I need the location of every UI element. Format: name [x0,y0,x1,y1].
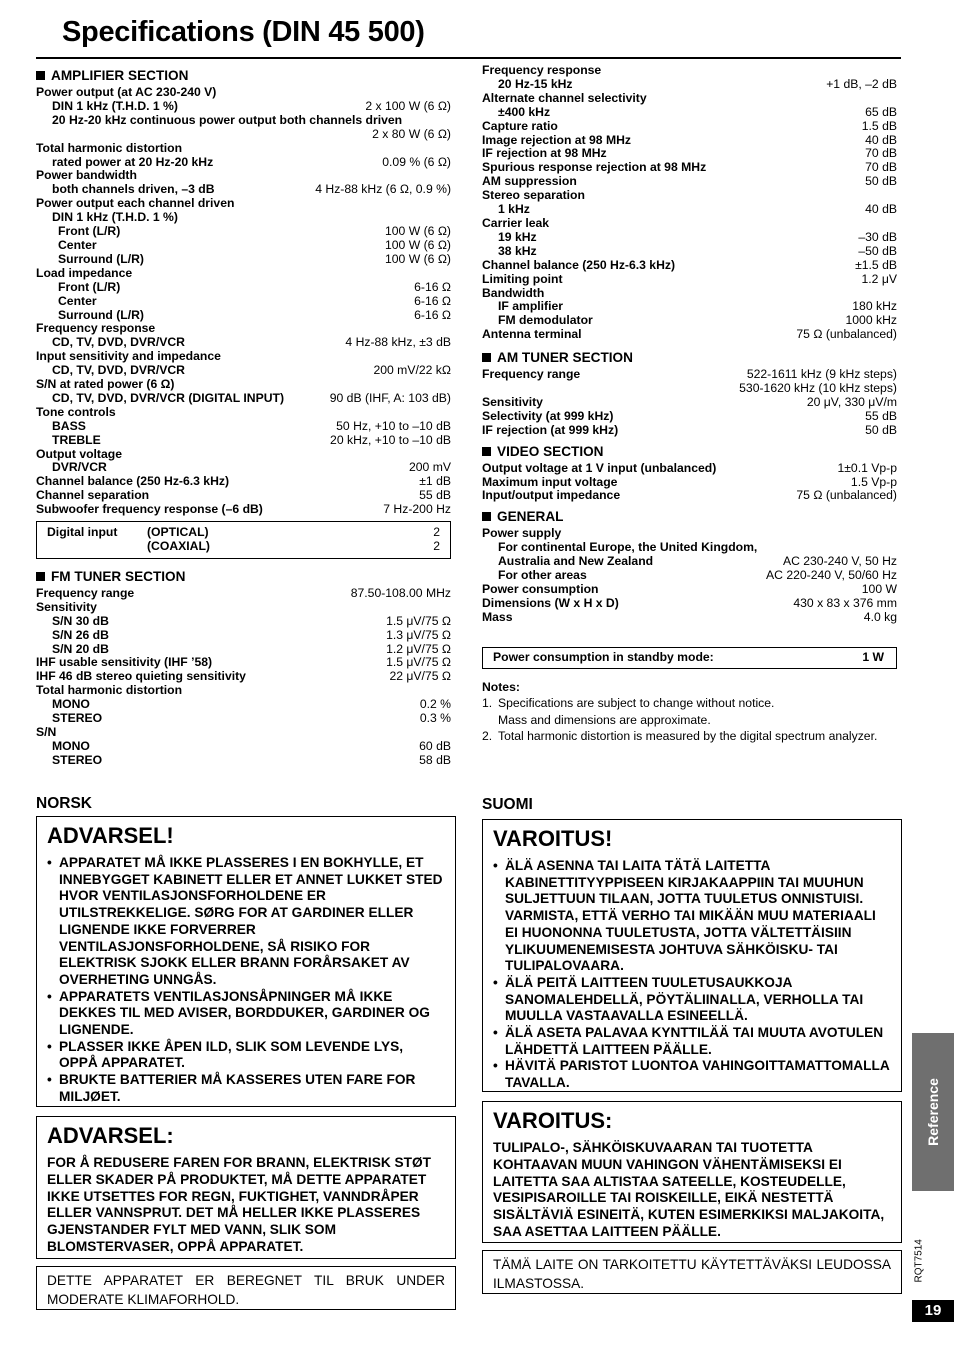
spec-label: IF rejection at 98 MHz [482,146,607,161]
spec-label: Capture ratio [482,118,558,133]
spec-label: 20 Hz-20 kHz continuous power output both channels driven [52,112,403,127]
spec-value: 1±0.1 Vp-p [837,460,897,475]
spec-label: FM demodulator [498,313,593,328]
spec-label: Antenna terminal [482,327,582,342]
spec-label: Output voltage at 1 V input (unbalanced) [482,460,717,475]
square-bullet-icon [36,572,45,581]
spec-label: Input/output impedance [482,488,621,503]
square-bullet-icon [482,353,491,362]
warning-title: ADVARSEL! [47,823,174,848]
spec-label: CD, TV, DVD, DVR/VCR [52,363,185,378]
spec-row [36,754,451,768]
spec-value: 1000 kHz [845,313,897,328]
warning-item: • BRUKTE BATTERIER MÅ KASSERES UTEN FARE FOR MILJØET. [47,1072,445,1105]
spec-row [36,114,451,128]
spec-value: 6-16 Ω [414,293,451,308]
spec-value: 58 dB [419,752,451,767]
page-title: Specifications (DIN 45 500) [62,16,425,48]
spec-row [482,78,897,92]
spec-label: Channel balance (250 Hz-6.3 kHz) [482,257,676,272]
warning-item: • APPARATET MÅ IKKE PLASSERES I EN BOKHYLLE, ET INNEBYGGET KABINETT ELLER ET ANNET LUKKET STED HVOR VENTILASJONSFORHOLDENE ER UTILSTREKKELIGE. SØRG FOR AT GARDINER ELLER LIGNENDE IKKE FORVERRER VENTILASJONSFORHOLDENE, SÅ RISIKO FOR ELEKTRISK SJOKK ELLER BRANN FORÅRSAKET AV OVERHETING UNNGÅS. [47,855,445,989]
warning-item: • APPARATETS VENTILASJONSÅPNINGER MÅ IKKE DEKKES TIL MED AVISER, BORDDUKER, GARDINER OG LIGNENDE. [47,989,445,1039]
warning-item: • ÄLÄ PEITÄ LAITTEEN TUULETUSAUKKOJA SANOMALEHDELLÄ, PÖYTÄLIINALLA, VERHOLLA TAI MUULLA VASTAAVALLA ESINEELLÄ. [493,975,891,1025]
spec-row [482,273,897,287]
spec-row [36,86,451,100]
warning-title: VAROITUS! [493,826,613,851]
warning-title: VAROITUS: [493,1108,613,1133]
spec-row [36,461,451,475]
spec-row [36,156,451,170]
spec-row [36,211,451,225]
note-item-continued: Mass and dimensions are approximate. [498,712,711,727]
spec-value: 50 Hz, +10 to –10 dB [336,418,451,433]
digital-input-type: (OPTICAL) [147,525,209,540]
document-code: RQT7514 [913,1239,925,1283]
spec-row [36,100,451,114]
spec-row [482,231,897,245]
spec-label: Channel balance (250 Hz-6.3 kHz) [36,474,230,489]
spec-label: Total harmonic distortion [36,140,183,155]
spec-row [36,225,451,239]
spec-value: 75 Ω (unbalanced) [796,327,897,342]
spec-label: Australia and New Zealand [498,554,654,569]
spec-label: Center [58,237,97,252]
spec-row [482,259,897,273]
spec-row [36,656,451,670]
spec-value: 100 W (6 Ω) [384,237,451,252]
spec-value: AC 230-240 V, 50 Hz [782,554,897,569]
spec-value: 100 W [861,582,897,596]
square-bullet-icon [482,447,491,456]
spec-row [36,684,451,698]
spec-row [482,382,897,396]
square-bullet-icon [482,512,491,521]
spec-row [36,364,451,378]
title-rule [36,57,901,59]
suomi-warning-box-1 [482,819,902,1092]
warning-item: • PLASSER IKKE ÅPEN ILD, SLIK SOM LEVENDE LYS, OPPÅ APPARATET. [47,1039,445,1072]
spec-label: Frequency range [482,367,581,382]
spec-row [36,253,451,267]
spec-label: both channels driven, –3 dB [52,182,215,197]
spec-label: AM suppression [482,174,577,189]
spec-row [482,541,897,555]
spec-row [36,629,451,643]
digital-input-type: (COAXIAL) [147,539,210,553]
spec-label: 1 kHz [498,202,530,217]
spec-label: MONO [52,697,90,712]
spec-label: DIN 1 kHz (T.H.D. 1 %) [52,210,178,225]
warning-item: • ÄLÄ ASENNA TAI LAITA TÄTÄ LAITETTA KABINETTITYYPPISEEN KIRJAKAAPPIIN TAI MUUHUN SULJETTUUN TILAAN, JOTTA TUULETUS ONNISTUISI. VARMISTA, ETTÄ VERHO TAI MIKÄÄN MUU MATERIAALI EI HUONONNA TUULETUSTA, JOTTA VÄLTETTÄISIIN YLIKUUMENEMISESTA JOHTUVA SÄHKÖISKU- TAI TULIPALOVAARA. [493,858,891,975]
spec-value: 4.0 kg [863,609,897,624]
spec-label: MONO [52,738,90,753]
spec-row [36,726,451,740]
spec-label: Carrier leak [482,215,550,230]
spec-value: 100 W (6 Ω) [384,224,451,239]
general-section-heading: GENERAL [482,509,897,525]
spec-label: S/N [36,724,57,739]
spec-row [482,583,897,597]
language-heading-suomi: SUOMI [482,796,533,813]
page-number: 19 [912,1300,954,1322]
spec-value: 180 kHz [852,299,897,314]
spec-value: 90 dB (IHF, A: 103 dB) [329,390,451,405]
video-spec-list [482,462,897,504]
spec-value: 2 x 80 W (6 Ω) [372,126,451,141]
suomi-climate-note: TÄMÄ LAITE ON TARKOITETTU KÄYTETTÄVÄKSI LEUDOSSA ILMASTOSSA. [482,1250,902,1294]
spec-row [482,611,897,625]
spec-label: Front (L/R) [58,279,121,294]
spec-row [36,503,451,517]
reference-tab-label: Reference [925,1078,941,1146]
warning-text: FOR Å REDUSERE FAREN FOR BRANN, ELEKTRISK STØT ELLER SKADER PÅ PRODUKTET, MÅ DETTE APPARATET IKKE UTSETTES FOR REGN, FUKTIGHET, VANNDRÅPER ELLER VANNSPRUT. DET MÅ HELLER IKKE PLASSERES GJENSTANDER FYLT MED VANN, SLIK SOM BLOMSTERVASER, OPPÅ APPARATET. [47,1155,432,1254]
spec-label: ±400 kHz [498,104,551,119]
spec-value: 70 dB [865,146,897,161]
spec-value: 50 dB [865,174,897,189]
spec-row [36,169,451,183]
spec-value: 1.2 μV [861,271,897,286]
spec-row [36,128,451,142]
square-bullet-icon [36,71,45,80]
spec-label: Frequency range [36,585,135,600]
spec-value: ±1.5 dB [855,257,897,272]
spec-row [482,569,897,583]
spec-value: 0.09 % (6 Ω) [382,154,451,169]
spec-value: 7 Hz-200 Hz [383,502,451,517]
spec-label: Sensitivity [482,394,543,409]
spec-row [36,475,451,489]
spec-value: 22 μV/75 Ω [389,669,451,684]
spec-value: 6-16 Ω [414,307,451,322]
spec-row [36,350,451,364]
spec-row [482,476,897,490]
spec-row [482,189,897,203]
spec-row [482,106,897,120]
standby-power-box [482,647,897,669]
spec-value: 75 Ω (unbalanced) [796,488,897,503]
spec-row [482,555,897,569]
spec-label: 19 kHz [498,229,537,244]
spec-value: 40 dB [865,132,897,147]
spec-label: Mass [482,609,513,624]
spec-value: 1.2 μV/75 Ω [386,641,451,656]
spec-row [36,587,451,601]
spec-value: 6-16 Ω [414,279,451,294]
spec-label: 38 kHz [498,243,537,258]
digital-input-count: 2 [433,539,440,553]
spec-label: Front (L/R) [58,224,121,239]
spec-row [36,712,451,726]
spec-row [482,120,897,134]
spec-row [482,368,897,382]
note-item: 1. Specifications are subject to change without notice. [482,696,775,711]
spec-value: 60 dB [419,738,451,753]
spec-label: STEREO [52,752,103,767]
warning-text: TULIPALO-, SÄHKÖISKUVAARAN TAI TUOTETTA KOHTAAVAN MUUN VAHINGON VÄHENTÄMISEKSI EI LAITETTA SAA ALTISTAA SATEELLE, KOSTEUDELLE, VESIPISAROILLE TAI ROISKEILLE, EIKÄ NESTETTÄ SISÄLTÄVIÄ ESINEITÄ, KUTEN ESIMERKIKSI MALJAKOITA, SAA ASETTAA LAITTEEN PÄÄLLE. [493,1140,885,1239]
language-heading-norsk: NORSK [36,795,92,812]
fm-tuner-section-heading: FM TUNER SECTION [36,569,451,585]
digital-input-row [47,540,440,554]
note-item: 2. Total harmonic distortion is measured by the digital spectrum analyzer. [482,729,878,744]
spec-value: 522-1611 kHz (9 kHz steps) [746,367,897,382]
spec-row [36,322,451,336]
spec-row [482,203,897,217]
spec-row [482,287,897,301]
spec-label: 20 Hz-15 kHz [498,76,573,91]
spec-value: 0.3 % [419,711,451,726]
fm-spec-list-continued [482,64,897,342]
spec-label: Frequency response [482,63,602,77]
spec-row [482,424,897,438]
spec-value: 530-1620 kHz (10 kHz steps) [739,381,897,396]
digital-input-box [36,521,451,559]
spec-label: Image rejection at 98 MHz [482,132,632,147]
spec-row [482,597,897,611]
spec-row [36,489,451,503]
spec-row [36,267,451,281]
spec-value: 100 W (6 Ω) [384,251,451,266]
spec-value: 1.5 Vp-p [850,474,897,489]
spec-row [36,378,451,392]
spec-label: S/N 30 dB [52,613,109,628]
spec-row [482,161,897,175]
spec-label: Dimensions (W x H x D) [482,595,619,610]
spec-row [36,434,451,448]
warning-list [47,855,445,1106]
general-spec-list [482,527,897,624]
spec-row [36,392,451,406]
spec-row [482,175,897,189]
spec-label: Stereo separation [482,188,585,203]
spec-row [36,670,451,684]
spec-row [482,527,897,541]
spec-row [36,698,451,712]
spec-label: IHF usable sensitivity (IHF ’58) [36,655,213,670]
spec-row [482,462,897,476]
spec-row [36,183,451,197]
spec-value: 55 dB [865,408,897,423]
spec-row [36,142,451,156]
spec-row [36,643,451,657]
warning-item: • ÄLÄ ASETA PALAVAA KYNTTILÄÄ TAI MUUTA AVOTULEN LÄHDETTÄ LAITTEEN PÄÄLLE. [493,1025,891,1058]
spec-label: Limiting point [482,271,563,286]
spec-row [482,489,897,503]
spec-value: 0.2 % [419,697,451,712]
spec-label: Frequency response [36,321,156,336]
spec-value: 1.5 μV/75 Ω [386,655,451,670]
spec-label: BASS [52,418,86,433]
reference-side-tab[interactable] [912,1033,954,1191]
spec-label: Tone controls [36,404,116,419]
spec-value: 55 dB [419,488,451,503]
standby-power-label: Power consumption in standby mode: [493,649,714,664]
spec-row [482,300,897,314]
spec-row [36,601,451,615]
spec-label: IF amplifier [498,299,564,314]
spec-value: 200 mV/22 kΩ [373,363,451,378]
spec-label: Surround (L/R) [58,251,144,266]
spec-row [482,64,897,78]
spec-row [36,420,451,434]
spec-label: Spurious response rejection at 98 MHz [482,160,707,175]
warning-list [493,858,891,1092]
am-spec-list [482,368,897,438]
spec-row [482,147,897,161]
spec-label: DVR/VCR [52,460,107,475]
spec-label: Power output (at AC 230-240 V) [36,85,217,99]
spec-label: Bandwidth [482,285,545,300]
spec-label: Power consumption [482,582,599,596]
spec-value: –50 dB [858,243,897,258]
spec-value: 430 x 83 x 376 mm [793,595,897,610]
spec-label: Sensitivity [36,599,97,614]
digital-input-row [47,526,440,540]
spec-value: –30 dB [858,229,897,244]
amplifier-section-heading: AMPLIFIER SECTION [36,68,451,84]
spec-row [36,406,451,420]
spec-value: 4 Hz-88 kHz (6 Ω, 0.9 %) [315,182,451,197]
spec-value: 1.5 μV/75 Ω [386,613,451,628]
spec-label: TREBLE [52,432,101,447]
spec-label: CD, TV, DVD, DVR/VCR [52,335,185,350]
spec-row [36,197,451,211]
notes-heading: Notes: [482,679,520,694]
spec-label: Power supply [482,526,562,541]
spec-value: 1.5 dB [861,118,897,133]
spec-value: 87.50-108.00 MHz [350,585,451,600]
spec-label: Load impedance [36,265,133,280]
spec-label: Maximum input voltage [482,474,618,489]
spec-row [36,281,451,295]
spec-value: 20 kHz, +10 to –10 dB [330,432,451,447]
spec-label: IF rejection (at 999 kHz) [482,422,619,437]
spec-value: 50 dB [865,422,897,437]
spec-value: ±1 dB [419,474,451,489]
am-tuner-section-heading: AM TUNER SECTION [482,350,897,366]
spec-label: For other areas [498,568,587,583]
spec-row [36,336,451,350]
standby-power-value: 1 W [862,649,884,664]
spec-label: S/N 20 dB [52,641,109,656]
spec-label: IHF 46 dB stereo quieting sensitivity [36,669,246,684]
spec-value: AC 220-240 V, 50/60 Hz [766,568,897,583]
spec-value: 2 x 100 W (6 Ω) [365,98,451,113]
spec-row [482,314,897,328]
video-section-heading: VIDEO SECTION [482,444,897,460]
spec-value: +1 dB, –2 dB [826,76,897,91]
spec-value: 70 dB [865,160,897,175]
spec-label: Center [58,293,97,308]
digital-input-label: Digital input [47,525,118,540]
spec-label: Surround (L/R) [58,307,144,322]
spec-label: Total harmonic distortion [36,683,183,698]
spec-label: CD, TV, DVD, DVR/VCR (DIGITAL INPUT) [52,390,285,405]
spec-label: Subwoofer frequency response (–6 dB) [36,502,263,517]
left-spec-column [36,64,451,768]
spec-row [482,134,897,148]
spec-row [36,615,451,629]
spec-row [482,92,897,106]
suomi-warning-box-2 [482,1101,902,1243]
spec-value: 40 dB [865,202,897,217]
amplifier-spec-list [36,86,451,517]
spec-row [482,328,897,342]
spec-value: 20 μV, 330 μV/m [806,394,897,409]
norsk-climate-note: DETTE APPARATET ER BEREGNET TIL BRUK UNDER MODERATE KLIMAFORHOLD. [36,1266,456,1310]
spec-row [482,217,897,231]
norsk-warning-box-2 [36,1116,456,1259]
spec-label: S/N 26 dB [52,627,109,642]
spec-row [482,396,897,410]
spec-label: Power bandwidth [36,168,137,183]
spec-label: STEREO [52,711,103,726]
warning-item: • HÄVITÄ PARISTOT LUONTOA VAHINGOITTAMATTOMALLA TAVALLA. [493,1058,891,1091]
spec-row [482,410,897,424]
spec-value: 65 dB [865,104,897,119]
spec-label: DIN 1 kHz (T.H.D. 1 %) [52,98,178,113]
spec-row [36,239,451,253]
digital-input-count: 2 [433,525,440,540]
spec-label: rated power at 20 Hz-20 kHz [52,154,214,169]
notes [482,679,897,745]
spec-row [36,295,451,309]
spec-label: For continental Europe, the United Kingdom, [498,540,758,555]
right-spec-column [482,64,897,745]
norsk-warning-box-1 [36,816,456,1107]
spec-label: Selectivity (at 999 kHz) [482,408,614,423]
spec-label: Output voltage [36,446,122,461]
spec-row [36,448,451,462]
spec-row [36,309,451,323]
spec-row [482,245,897,259]
spec-label: S/N at rated power (6 Ω) [36,377,175,392]
spec-value: 1.3 μV/75 Ω [386,627,451,642]
warning-title: ADVARSEL: [47,1123,174,1148]
spec-label: Input sensitivity and impedance [36,349,221,364]
spec-label: Alternate channel selectivity [482,90,647,105]
spec-label: Power output each channel driven [36,196,235,211]
spec-value: 200 mV [408,460,451,475]
fm-spec-list [36,587,451,768]
spec-value: 4 Hz-88 kHz, ±3 dB [345,335,451,350]
spec-row [36,740,451,754]
spec-label: Channel separation [36,488,150,503]
